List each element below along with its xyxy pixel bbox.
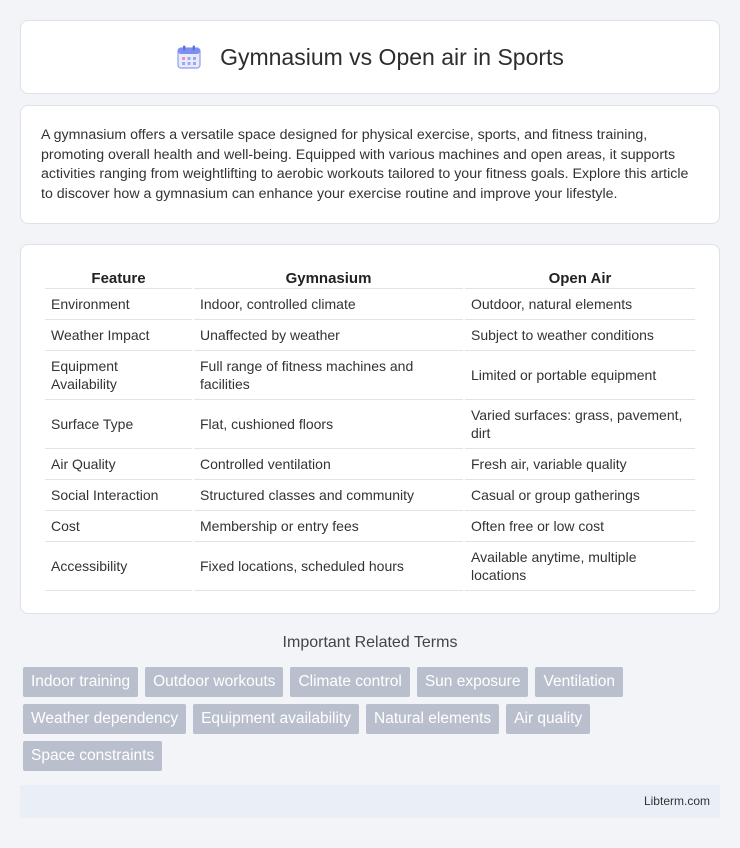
intro-paragraph: A gymnasium offers a versatile space designed for physical exercise, sports, and fitness training, promoting overall health and well-being. Equipped with various machines and open areas, it supports activities ranging from weightlifting to aerobic workouts tailored to your fitness goals. Explore this article to discover how a gymnasium can enhance your exercise routine and improve your lifestyle.: [41, 127, 689, 202]
intro-card: [20, 105, 720, 224]
open-air-cell: Fresh air, variable quality: [465, 449, 695, 480]
open-air-cell: Limited or portable equipment: [465, 351, 695, 400]
term-tag[interactable]: Equipment availability: [193, 704, 359, 734]
term-tag[interactable]: Outdoor workouts: [145, 667, 283, 697]
gymnasium-cell: Indoor, controlled climate: [194, 289, 463, 320]
feature-cell: Environment: [45, 289, 192, 320]
table-row: [45, 289, 695, 320]
gymnasium-cell: Full range of fitness machines and facilities: [194, 351, 463, 400]
table-row: [45, 351, 695, 400]
open-air-cell: Outdoor, natural elements: [465, 289, 695, 320]
title-wrap: [176, 44, 564, 71]
header-card: [20, 20, 720, 94]
comparison-card: [20, 244, 720, 614]
open-air-cell: Often free or low cost: [465, 511, 695, 542]
table-row: [45, 320, 695, 351]
feature-cell: Weather Impact: [45, 320, 192, 351]
header-open-air: Open Air: [465, 265, 695, 289]
footer: [20, 785, 720, 818]
open-air-cell: Subject to weather conditions: [465, 320, 695, 351]
term-tag[interactable]: Sun exposure: [417, 667, 529, 697]
table-row: [45, 400, 695, 449]
table-row: [45, 480, 695, 511]
related-terms-list: [23, 667, 723, 771]
open-air-cell: Available anytime, multiple locations: [465, 542, 695, 591]
table-row: [45, 542, 695, 591]
term-tag[interactable]: Natural elements: [366, 704, 499, 734]
feature-cell: Accessibility: [45, 542, 192, 591]
table-row: [45, 511, 695, 542]
gymnasium-cell: Controlled ventilation: [194, 449, 463, 480]
header-feature: Feature: [45, 265, 192, 289]
feature-cell: Surface Type: [45, 400, 192, 449]
feature-cell: Air Quality: [45, 449, 192, 480]
feature-cell: Equipment Availability: [45, 351, 192, 400]
open-air-cell: Varied surfaces: grass, pavement, dirt: [465, 400, 695, 449]
term-tag[interactable]: Ventilation: [535, 667, 623, 697]
open-air-cell: Casual or group gatherings: [465, 480, 695, 511]
table-header-row: [45, 265, 695, 289]
comparison-table: [43, 265, 697, 591]
gymnasium-cell: Structured classes and community: [194, 480, 463, 511]
footer-site-link[interactable]: Libterm.com: [643, 794, 710, 808]
gymnasium-cell: Flat, cushioned floors: [194, 400, 463, 449]
term-tag[interactable]: Space constraints: [23, 741, 162, 771]
feature-cell: Social Interaction: [45, 480, 192, 511]
term-tag[interactable]: Climate control: [290, 667, 409, 697]
feature-cell: Cost: [45, 511, 192, 542]
term-tag[interactable]: Weather dependency: [23, 704, 186, 734]
term-tag[interactable]: Air quality: [506, 704, 590, 734]
calendar-icon: [176, 44, 202, 70]
term-tag[interactable]: Indoor training: [23, 667, 138, 697]
header-gymnasium: Gymnasium: [194, 265, 463, 289]
page-title: Gymnasium vs Open air in Sports: [220, 43, 564, 70]
related-terms-heading: Important Related Terms: [282, 634, 458, 651]
gymnasium-cell: Unaffected by weather: [194, 320, 463, 351]
gymnasium-cell: Fixed locations, scheduled hours: [194, 542, 463, 591]
gymnasium-cell: Membership or entry fees: [194, 511, 463, 542]
table-row: [45, 449, 695, 480]
